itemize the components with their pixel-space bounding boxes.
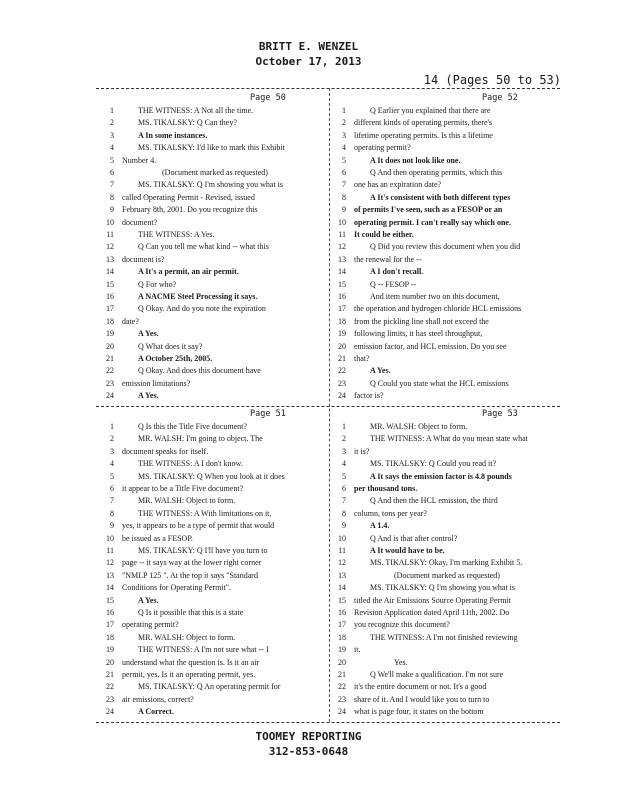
line-number: 7 xyxy=(342,496,346,506)
transcript-line: A Yes. xyxy=(138,329,159,339)
transcript-line: It could be either. xyxy=(354,230,414,239)
deponent-name: BRITT E. WENZEL xyxy=(258,40,359,53)
transcript-line: what is page four, it states on the bottom xyxy=(354,707,484,717)
transcript-line: the operation and hydrogen chloride HCL emissions xyxy=(354,304,522,314)
transcript-line: A It says the emission factor is 4.8 pounds xyxy=(370,471,512,481)
line-number: 4 xyxy=(342,459,346,469)
transcript-line: THE WITNESS: A I'm not sure what -- I xyxy=(138,645,269,655)
transcript-line: column, tons per year? xyxy=(354,508,427,518)
line-number: 16 xyxy=(106,608,114,617)
transcript-line: A It would have to be. xyxy=(370,546,445,555)
line-number: 13 xyxy=(106,254,114,264)
transcript-line: Q Is it possible that this is a state xyxy=(138,608,244,617)
line-number: 9 xyxy=(110,205,114,215)
line-number: 12 xyxy=(106,558,114,568)
line-number: 14 xyxy=(106,267,114,277)
line-number: 22 xyxy=(338,682,346,692)
line-number: 2 xyxy=(110,118,114,128)
line-number: 8 xyxy=(342,508,346,518)
middle-rule xyxy=(96,406,560,407)
line-number: 3 xyxy=(342,446,346,456)
transcript-line: document is? xyxy=(122,254,165,264)
line-number: 4 xyxy=(110,459,114,469)
transcript-line: permit, yes. Is it an operating permit, yes. xyxy=(122,670,256,679)
line-number: 14 xyxy=(338,267,346,277)
transcript-line: called Operating Permit - Revised, issued xyxy=(122,192,255,202)
transcript-line: A Yes. xyxy=(138,595,159,605)
transcript-line: THE WITNESS: A Not all the time. xyxy=(138,106,254,115)
transcript-line: And item number two on this document, xyxy=(370,292,500,301)
line-number: 1 xyxy=(110,106,114,115)
line-number: 11 xyxy=(338,546,346,555)
transcript-line: emission factor, and HCL emission. Do you see xyxy=(354,341,507,351)
transcript-line: from the pickling line shall not exceed the xyxy=(354,316,489,326)
line-number: 9 xyxy=(342,521,346,531)
transcript-line: one has an expiration date? xyxy=(354,180,442,190)
line-number: 7 xyxy=(110,180,114,190)
transcript-line: Q And then the HCL emission, the third xyxy=(370,496,498,506)
line-number: 12 xyxy=(338,242,346,252)
line-number: 13 xyxy=(106,570,114,580)
line-number: 24 xyxy=(106,391,114,401)
line-number: 19 xyxy=(106,645,114,655)
transcript-line: date? xyxy=(122,316,139,326)
line-number: 6 xyxy=(110,168,114,177)
line-number: 6 xyxy=(342,168,346,177)
transcript-line: you recognize this document? xyxy=(354,620,450,630)
transcript-line: A In some instances. xyxy=(138,130,208,140)
line-number: 22 xyxy=(106,366,114,376)
line-number: 3 xyxy=(110,130,114,140)
transcript-line: A 1.4. xyxy=(370,521,390,531)
transcript-line: different kinds of operating permits, there's xyxy=(354,118,493,128)
transcript-line: A October 25th, 2005. xyxy=(138,354,213,363)
transcript-line: yes, it appears to be a type of permit that would xyxy=(122,521,275,531)
line-number: 6 xyxy=(110,484,114,493)
transcript-line: MS. TIKALSKY: Q I'm showing you what is xyxy=(138,180,284,190)
transcript-line: A It's a permit, an air permit. xyxy=(138,267,239,277)
line-number: 1 xyxy=(110,422,114,431)
line-number: 14 xyxy=(106,583,114,593)
top-rule xyxy=(96,88,560,89)
line-number: 3 xyxy=(342,130,346,140)
transcript-line: air emissions, correct? xyxy=(122,694,194,704)
line-number: 22 xyxy=(338,366,346,376)
line-number: 12 xyxy=(106,242,114,252)
transcript-line: following limits, it has steel throughput, xyxy=(354,329,483,339)
line-number: 1 xyxy=(342,422,346,431)
transcript-line: Q Okay. And does this document have xyxy=(138,366,261,376)
transcript-line: Q Did you review this document when you did xyxy=(370,242,521,252)
transcript-line: per thousand tons. xyxy=(354,484,418,493)
line-number: 10 xyxy=(106,533,114,543)
transcript-line: THE WITNESS: A I'm not finished reviewing xyxy=(370,632,518,642)
line-number: 23 xyxy=(338,378,346,388)
line-number: 21 xyxy=(338,670,346,679)
transcript-line: A It's consistent with both different types xyxy=(370,192,511,202)
line-number: 24 xyxy=(338,391,346,401)
line-number: 11 xyxy=(338,230,346,239)
transcript-line: THE WITNESS: A What do you mean state what xyxy=(370,434,528,444)
transcript-line: document speaks for itself. xyxy=(122,446,209,456)
line-number: 20 xyxy=(338,657,346,667)
line-number: 20 xyxy=(338,341,346,351)
transcript-line: Number 4. xyxy=(122,155,157,165)
column-divider xyxy=(329,88,330,722)
transcript-line: page -- it says way at the lower right corner xyxy=(122,558,262,568)
reporter-phone: 312-853-0648 xyxy=(268,745,349,758)
transcript-line: (Document marked as requested) xyxy=(162,168,268,177)
line-number: 9 xyxy=(342,205,346,215)
line-number: 17 xyxy=(106,620,114,630)
line-number: 22 xyxy=(106,682,114,692)
transcript-line: Q We'll make a qualification. I'm not sure xyxy=(370,670,504,679)
transcript-line: factor is? xyxy=(354,391,384,401)
transcript-line: Q For who? xyxy=(138,279,177,289)
transcript-line: A NACME Steel Processing it says. xyxy=(138,292,258,301)
transcript-line: MS. TIKALSKY: Q Could you read it? xyxy=(370,459,496,469)
page-label: Page 50 xyxy=(250,93,286,103)
line-number: 7 xyxy=(110,496,114,506)
line-number: 15 xyxy=(338,279,346,289)
transcript-line: MR. WALSH: Object to form. xyxy=(370,422,468,431)
line-number: 23 xyxy=(338,694,346,704)
transcript-line: A I don't recall. xyxy=(370,267,424,277)
line-number: 5 xyxy=(110,471,114,481)
line-number: 8 xyxy=(110,508,114,518)
line-number: 9 xyxy=(110,521,114,531)
transcript-line: MR. WALSH: Object to form. xyxy=(138,632,236,642)
transcript-line: Q Earlier you explained that there are xyxy=(370,106,491,115)
transcript-line: emission limitations? xyxy=(122,378,191,388)
transcript-line: document? xyxy=(122,217,158,227)
line-number: 23 xyxy=(106,378,114,388)
line-number: 19 xyxy=(338,645,346,655)
transcript-line: Q And is that after control? xyxy=(370,533,458,543)
line-number: 17 xyxy=(338,620,346,630)
transcript-line: Q Okay. And do you note the expiration xyxy=(138,304,266,314)
transcript-line: "NMLP 125 ". At the top it says "Standard xyxy=(122,570,258,580)
line-number: 24 xyxy=(338,707,346,717)
line-number: 18 xyxy=(338,316,346,326)
line-number: 2 xyxy=(110,434,114,444)
page-label: Page 53 xyxy=(482,409,518,419)
line-number: 14 xyxy=(338,583,346,593)
deposition-date: October 17, 2013 xyxy=(255,55,362,68)
transcript-line: MS. TIKALSKY: Q I'll have you turn to xyxy=(138,546,268,555)
line-number: 13 xyxy=(338,570,346,580)
page-range: 14 (Pages 50 to 53) xyxy=(423,73,561,87)
transcript-line: be issued as a FESOP. xyxy=(122,533,193,543)
line-number: 16 xyxy=(338,608,346,617)
transcript-line: (Document marked as requested) xyxy=(394,570,500,580)
line-number: 10 xyxy=(106,217,114,227)
line-number: 18 xyxy=(106,632,114,642)
line-number: 3 xyxy=(110,446,114,456)
transcript-line: A Correct. xyxy=(138,707,174,717)
line-number: 5 xyxy=(110,155,114,165)
line-number: 7 xyxy=(342,180,346,190)
transcript-line: Q And then operating permits, which this xyxy=(370,168,503,177)
transcript-line: the renewal for the -- xyxy=(354,254,422,264)
line-number: 15 xyxy=(106,279,114,289)
transcript-line: A Yes. xyxy=(138,391,159,401)
line-number: 12 xyxy=(338,558,346,568)
transcript-line: MR. WALSH: Object to form. xyxy=(138,496,236,506)
transcript-line: MS. TIKALSKY: Okay, I'm marking Exhibit 5. xyxy=(370,558,523,568)
transcript-line: Q Is this the Title Five document? xyxy=(138,422,247,431)
transcript-line: THE WITNESS: A With limitations on it, xyxy=(138,508,272,518)
line-number: 15 xyxy=(338,595,346,605)
transcript-line: MS. TIKALSKY: Q Can they? xyxy=(138,118,237,128)
line-number: 8 xyxy=(110,192,114,202)
transcript-line: operating permit. I can't really say which one. xyxy=(354,217,511,227)
transcript-line: Q -- FESOP -- xyxy=(370,279,417,289)
transcript-line: Q Could you state what the HCL emissions xyxy=(370,378,509,388)
transcript-line: THE WITNESS: A I don't know. xyxy=(138,459,243,469)
transcript-line: THE WITNESS: A Yes. xyxy=(138,230,215,239)
transcript-line: Conditions for Operating Permit". xyxy=(122,583,232,593)
reporter-name: TOOMEY REPORTING xyxy=(255,730,362,743)
line-number: 10 xyxy=(338,533,346,543)
transcript-line: lifetime operating permits. Is this a lifetime xyxy=(354,130,493,140)
line-number: 4 xyxy=(342,143,346,153)
transcript-line: that? xyxy=(354,354,370,363)
line-number: 17 xyxy=(338,304,346,314)
line-number: 5 xyxy=(342,155,346,165)
line-number: 20 xyxy=(106,657,114,667)
line-number: 18 xyxy=(338,632,346,642)
transcript-line: share of it. And I would like you to turn to xyxy=(354,694,490,704)
line-number: 10 xyxy=(338,217,346,227)
line-number: 16 xyxy=(106,292,114,301)
line-number: 11 xyxy=(106,546,114,555)
transcript-line: it. xyxy=(354,645,361,655)
transcript-line: titled the Air Emissions Source Operating Permit xyxy=(354,595,511,605)
line-number: 13 xyxy=(338,254,346,264)
line-number: 4 xyxy=(110,143,114,153)
transcript-line: Q What does it say? xyxy=(138,341,203,351)
transcript-line: MS. TIKALSKY: Q An operating permit for xyxy=(138,682,281,692)
line-number: 23 xyxy=(106,694,114,704)
line-number: 17 xyxy=(106,304,114,314)
transcript-line: Revision Application dated April 11th, 2002. Do xyxy=(354,608,510,617)
line-number: 19 xyxy=(338,329,346,339)
line-number: 24 xyxy=(106,707,114,717)
line-number: 2 xyxy=(342,118,346,128)
bottom-rule xyxy=(96,722,560,723)
transcript-line: Q Can you tell me what kind -- what this xyxy=(138,242,269,252)
line-number: 5 xyxy=(342,471,346,481)
line-number: 8 xyxy=(342,192,346,202)
line-number: 21 xyxy=(106,354,114,363)
transcript-line: it appear to be a Title Five document? xyxy=(122,484,244,493)
transcript-line: A Yes. xyxy=(370,366,391,376)
transcript-line: it is? xyxy=(354,446,370,456)
transcript-line: February 8th, 2001. Do you recognize this xyxy=(122,205,258,215)
transcript-line: operating permit? xyxy=(354,143,411,153)
line-number: 20 xyxy=(106,341,114,351)
line-number: 15 xyxy=(106,595,114,605)
transcript-line: MS. TIKALSKY: Q When you look at it does xyxy=(138,471,285,481)
transcript-line: of permits I've seen, such as a FESOP or an xyxy=(354,205,503,215)
transcript-line: Yes. xyxy=(394,657,408,667)
transcript-line: understand what the question is. Is it an air xyxy=(122,657,260,667)
line-number: 2 xyxy=(342,434,346,444)
line-number: 18 xyxy=(106,316,114,326)
line-number: 19 xyxy=(106,329,114,339)
transcript-line: it's the entire document or not. It's a good xyxy=(354,682,487,692)
transcript-line: A It does not look like one. xyxy=(370,155,461,165)
transcript-line: MR. WALSH: I'm going to object. The xyxy=(138,434,263,444)
line-number: 16 xyxy=(338,292,346,301)
transcript-line: MS. TIKALSKY: I'd like to mark this Exhibit xyxy=(138,143,285,153)
line-number: 6 xyxy=(342,484,346,493)
transcript-line: operating permit? xyxy=(122,620,179,630)
line-number: 11 xyxy=(106,230,114,239)
line-number: 21 xyxy=(338,354,346,363)
transcript-line: MS. TIKALSKY: Q I'm showing you what is xyxy=(370,583,516,593)
line-number: 1 xyxy=(342,106,346,115)
page-label: Page 51 xyxy=(250,409,286,419)
page-label: Page 52 xyxy=(482,93,518,103)
line-number: 21 xyxy=(106,670,114,679)
